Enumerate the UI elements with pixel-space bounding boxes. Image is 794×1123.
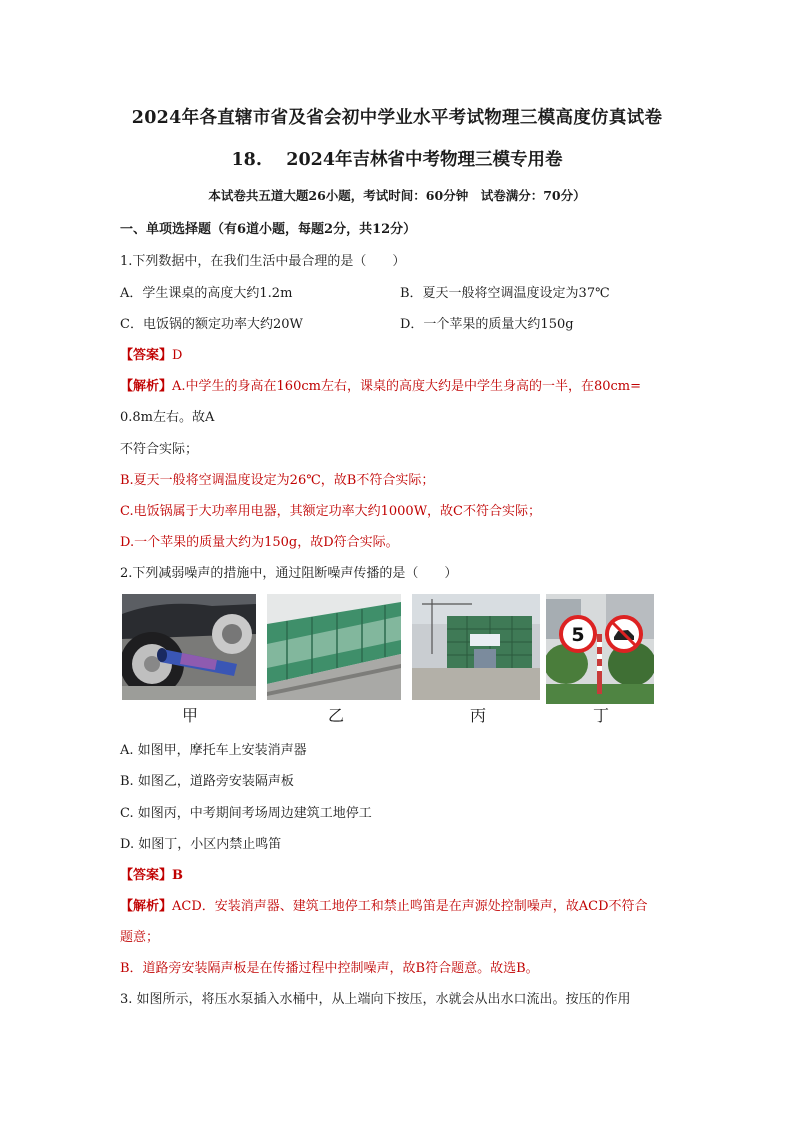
photo-sound-barrier xyxy=(267,594,401,700)
q2-stem: 2.下列减弱噪声的措施中，通过阻断噪声传播的是（ ） xyxy=(120,566,458,581)
q2-option-a: A. 如图甲，摩托车上安装消声器 xyxy=(120,743,307,758)
answer-tag: 【答案】 xyxy=(120,348,173,363)
subtitle-number: 18. xyxy=(231,150,262,170)
q2-answer xyxy=(120,864,183,883)
q2-analysis-line1: 【解析】ACD．安装消声器、建筑工地停工和禁止鸣笛是在声源处控制噪声，故ACD不符合 xyxy=(120,899,648,914)
q1-option-c: C．电饭锅的额定功率大约20W xyxy=(120,317,303,332)
q2-analysis-line3: B．道路旁安装隔声板是在传播过程中控制噪声，故B符合题意。故选B。 xyxy=(120,961,539,976)
speed-limit-number: 5 xyxy=(571,624,585,646)
q2-option-b: B. 如图乙，道路旁安装隔声板 xyxy=(120,774,294,789)
q1-analysis-line3: 不符合实际； xyxy=(120,442,199,457)
q1-option-a: A．学生课桌的高度大约1.2m xyxy=(120,286,293,301)
q1-stem: 1.下列数据中，在我们生活中最合理的是（ ） xyxy=(120,254,406,269)
exam-subtitle xyxy=(0,146,794,171)
caption-bing: 丙 xyxy=(469,706,486,725)
analysis-tag: 【解析】 xyxy=(120,899,173,914)
answer-tag: 【答案】 xyxy=(120,868,173,883)
q1-analysis-line2: 0.8m左右。故A xyxy=(120,410,215,425)
exam-title: 2024年各直辖市省及省会初中学业水平考试物理三模高度仿真试卷 xyxy=(131,108,663,128)
caption-jia: 甲 xyxy=(181,706,198,725)
photo-construction-site xyxy=(412,594,540,700)
q1-option-b: B．夏天一般将空调温度设定为37℃ xyxy=(400,286,610,301)
photo-motorcycle-muffler xyxy=(122,594,256,700)
q1-analysis-line1: 【解析】A.中学生的身高在160cm左右，课桌的高度大约是中学生身高的一半，在80cm= xyxy=(120,379,641,394)
q2-option-c: C. 如图丙，中考期间考场周边建筑工地停工 xyxy=(120,806,372,821)
analysis-tag: 【解析】 xyxy=(120,379,173,394)
answer-value: B xyxy=(172,868,184,883)
caption-yi: 乙 xyxy=(327,706,344,725)
q2-option-d: D. 如图丁，小区内禁止鸣笛 xyxy=(120,837,282,852)
q3-stem: 3. 如图所示，将压水泵插入水桶中，从上端向下按压，水就会从出水口流出。按压的作用 xyxy=(120,992,631,1007)
photo-no-honking-sign xyxy=(546,594,654,704)
subtitle-text: 2024年吉林省中考物理三模专用卷 xyxy=(286,150,563,170)
answer-value: D xyxy=(172,348,183,363)
q1-answer xyxy=(120,344,182,363)
q2-analysis-line2: 题意； xyxy=(120,930,160,945)
q1-analysis-line6: D.一个苹果的质量大约为150g，故D符合实际。 xyxy=(120,535,399,550)
caption-ding: 丁 xyxy=(592,706,609,725)
exam-info: 本试卷共五道大题26小题，考试时间：60分钟 试卷满分：70分） xyxy=(208,188,586,203)
q1-analysis-line5: C.电饭锅属于大功率用电器，其额定功率大约1000W，故C不符合实际； xyxy=(120,504,542,519)
q1-option-d: D．一个苹果的质量大约150g xyxy=(400,317,574,332)
q1-analysis-line4: B.夏天一般将空调温度设定为26℃，故B不符合实际； xyxy=(120,473,435,488)
section-heading: 一、单项选择题（有6道小题，每题2分，共12分） xyxy=(120,222,417,237)
